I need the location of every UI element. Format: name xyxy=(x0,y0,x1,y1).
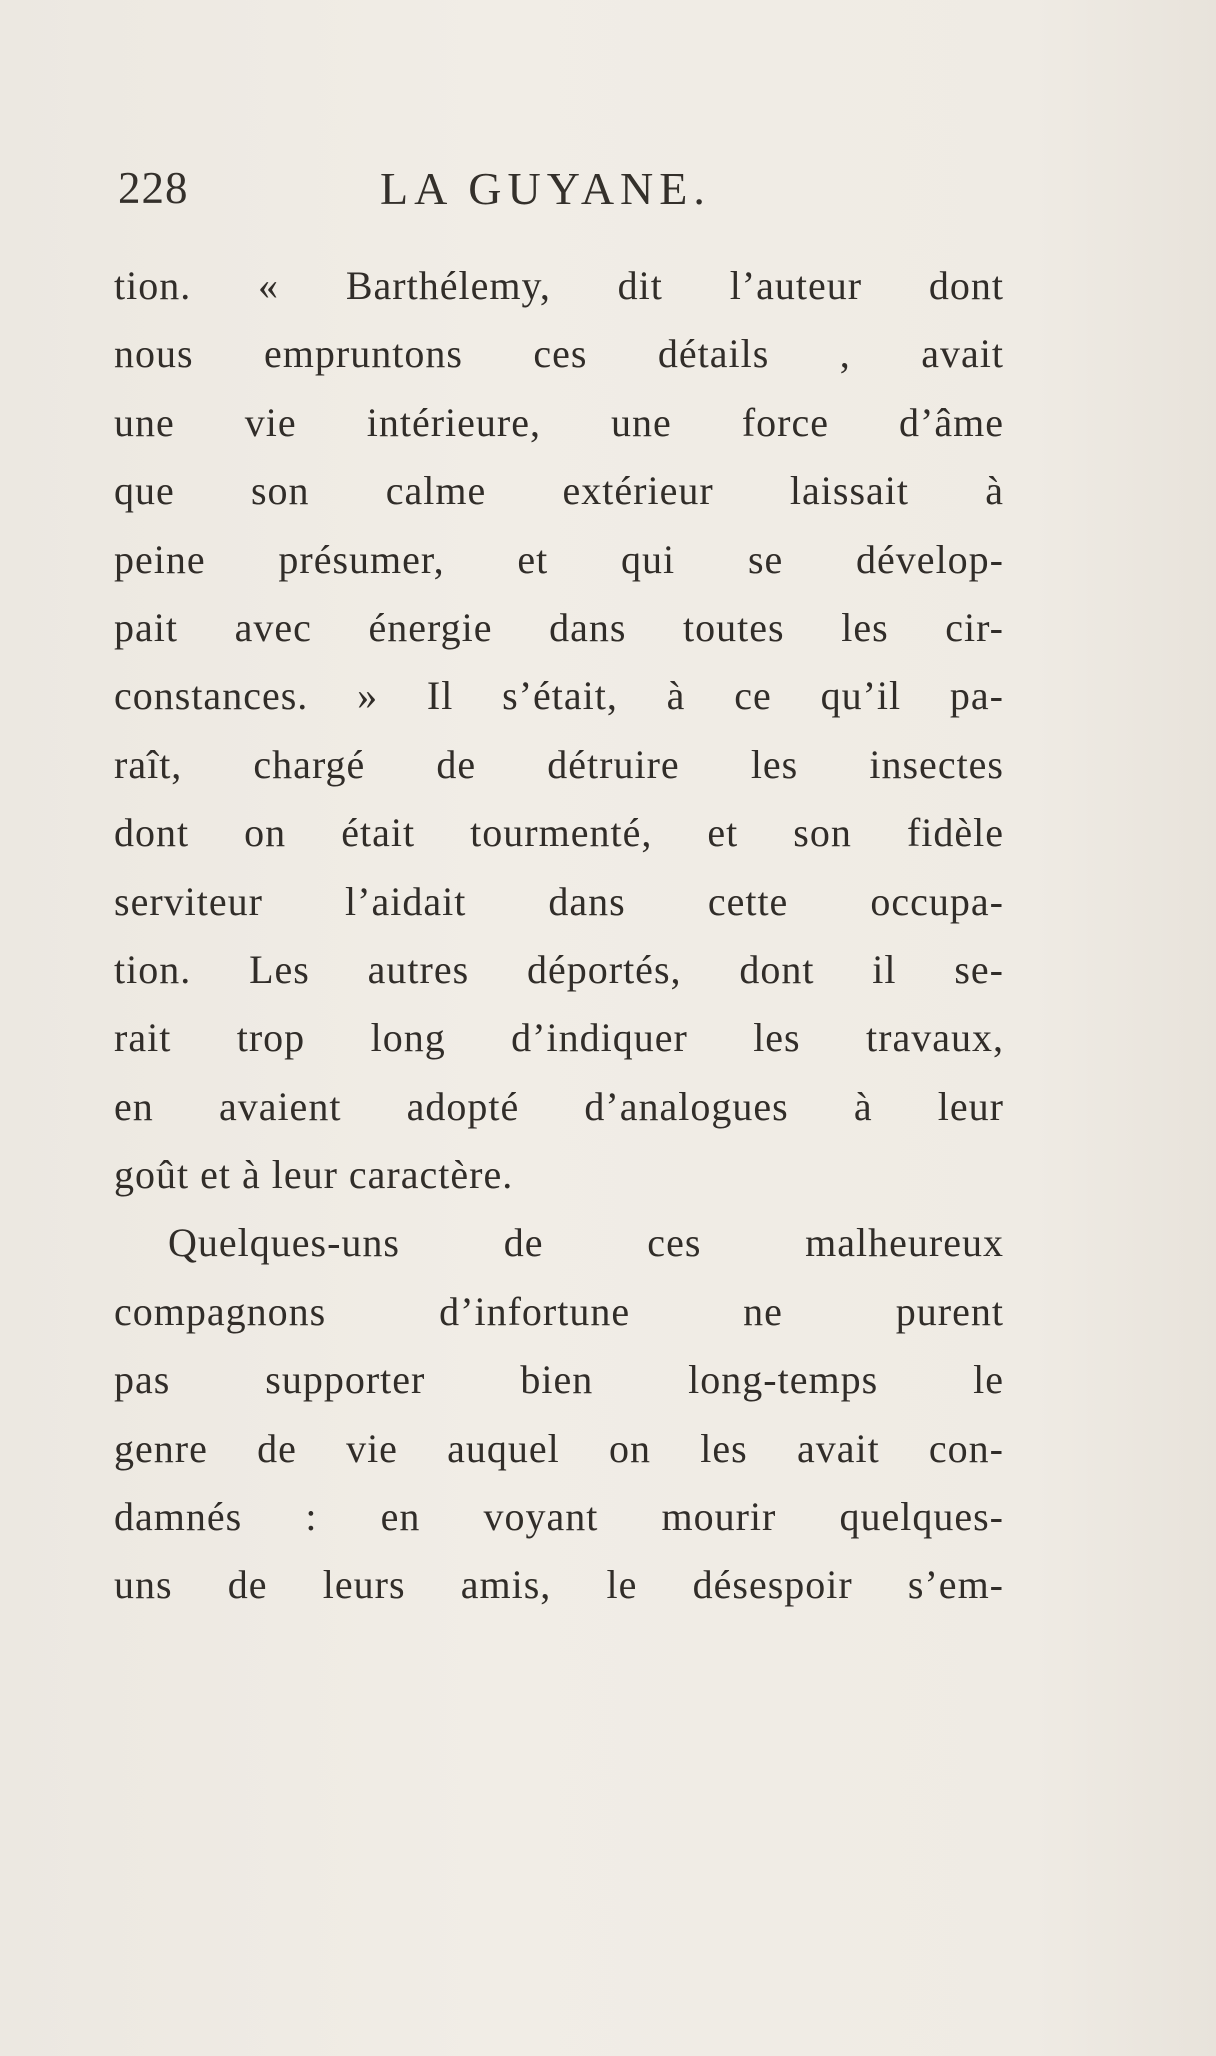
text-line: goût et à leur caractère. xyxy=(114,1152,514,1198)
text-line: une vie intérieure, une force d’âme xyxy=(114,399,1004,445)
running-title: LA GUYANE. xyxy=(380,163,711,214)
text-line: en avaient adopté d’analogues à leur xyxy=(114,1083,1004,1129)
paragraph-1 xyxy=(114,252,1004,1209)
text-line: serviteur l’aidait dans cette occupa- xyxy=(114,878,1004,924)
text-line: tion. « Barthélemy, dit l’auteur dont xyxy=(114,263,1004,308)
text-line: Quelques-uns de ces malheureux xyxy=(168,1220,1004,1266)
text-line: peine présumer, et qui se dévelop- xyxy=(114,536,1004,582)
text-line: rait trop long d’indiquer les travaux, xyxy=(114,1015,1004,1061)
text-line: damnés : en voyant mourir quelques- xyxy=(114,1494,1004,1540)
text-line: constances. » Il s’était, à ce qu’il pa- xyxy=(114,673,1004,719)
text-line: dont on était tourmenté, et son fidèle xyxy=(114,810,1004,856)
text-line: pas supporter bien long-temps le xyxy=(114,1357,1004,1403)
text-line: raît, chargé de détruire les insectes xyxy=(114,741,1004,787)
page-header xyxy=(112,162,1012,232)
text-line: tion. Les autres déportés, dont il se- xyxy=(114,946,1004,992)
text-line: que son calme extérieur laissait à xyxy=(114,468,1004,514)
text-line: uns de leurs amis, le désespoir s’em- xyxy=(114,1562,1004,1608)
text-line: nous empruntons ces détails , avait xyxy=(114,331,1004,377)
page-number: 228 xyxy=(118,163,189,213)
body-text xyxy=(114,252,1004,1620)
paragraph-2 xyxy=(114,1209,1004,1619)
text-line: genre de vie auquel on les avait con- xyxy=(114,1425,1004,1471)
text-line: pait avec énergie dans toutes les cir- xyxy=(114,604,1004,650)
text-line: compagnons d’infortune ne purent xyxy=(114,1288,1004,1334)
